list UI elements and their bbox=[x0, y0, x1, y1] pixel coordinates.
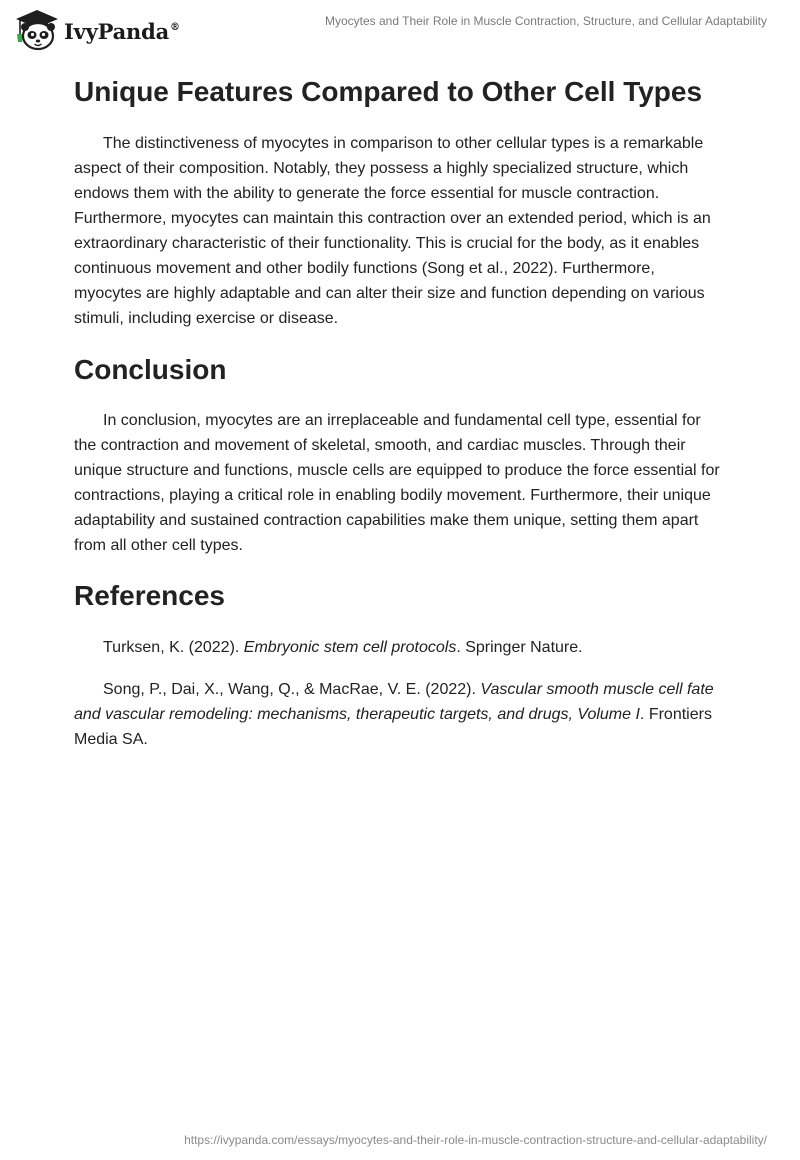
page-header bbox=[0, 0, 800, 60]
essay-content bbox=[74, 70, 726, 769]
section-heading-unique-features: Unique Features Compared to Other Cell Types bbox=[74, 76, 703, 107]
brand-name: IvyPanda® bbox=[64, 18, 180, 44]
reference-item-song bbox=[74, 677, 726, 752]
ivypanda-logo[interactable] bbox=[14, 8, 180, 52]
panda-graduate-icon bbox=[14, 8, 60, 52]
reference-item-turksen bbox=[74, 635, 726, 660]
reference-authors: Song, P., Dai, X., Wang, Q., & MacRae, V. E. (2022). bbox=[103, 681, 481, 698]
source-url[interactable]: https://ivypanda.com/essays/myocytes-and-their-role-in-muscle-contraction-structure-and-cellular-adaptability/ bbox=[184, 1133, 767, 1147]
reference-authors: Turksen, K. (2022). bbox=[103, 639, 244, 656]
section-heading-references: References bbox=[74, 580, 225, 611]
registered-mark: ® bbox=[170, 21, 180, 33]
paragraph-unique-features: The distinctiveness of myocytes in comparison to other cellular types is a remarkable aspect of their composition. Notably, they possess a highly specialized structure, which endows them with the ability to generate the force essential for muscle contraction. Furthermore, myocytes can maintain this contraction over an extended period, which is an extraordinary characteristic of their functionality. This is crucial for the body, as it enables continuous movement and other bodily functions (Song et al., 2022). Furthermore, myocytes are highly adaptable and can alter their size and function depending on various stimuli, including exercise or disease. bbox=[74, 135, 711, 327]
paragraph-conclusion: In conclusion, myocytes are an irreplaceable and fundamental cell type, essential for the contraction and movement of skeletal, smooth, and cardiac muscles. Through their unique structure and functions, muscle cells are equipped to produce the force essential for contractions, playing a critical role in enabling bodily movement. Furthermore, their unique adaptability and sustained contraction capabilities make them unique, setting them apart from all other cell types. bbox=[74, 412, 720, 554]
reference-publisher: . Springer Nature. bbox=[456, 639, 583, 656]
running-title: Myocytes and Their Role in Muscle Contraction, Structure, and Cellular Adaptability bbox=[325, 14, 767, 28]
reference-title: Embryonic stem cell protocols bbox=[243, 639, 457, 656]
reference-title: Vascular smooth muscle cell fate and vascular remodeling: mechanisms, therapeutic targets, and drugs, Volume I bbox=[74, 681, 714, 723]
section-heading-conclusion: Conclusion bbox=[74, 354, 227, 385]
reference-publisher: . Frontiers Media SA. bbox=[74, 706, 712, 748]
